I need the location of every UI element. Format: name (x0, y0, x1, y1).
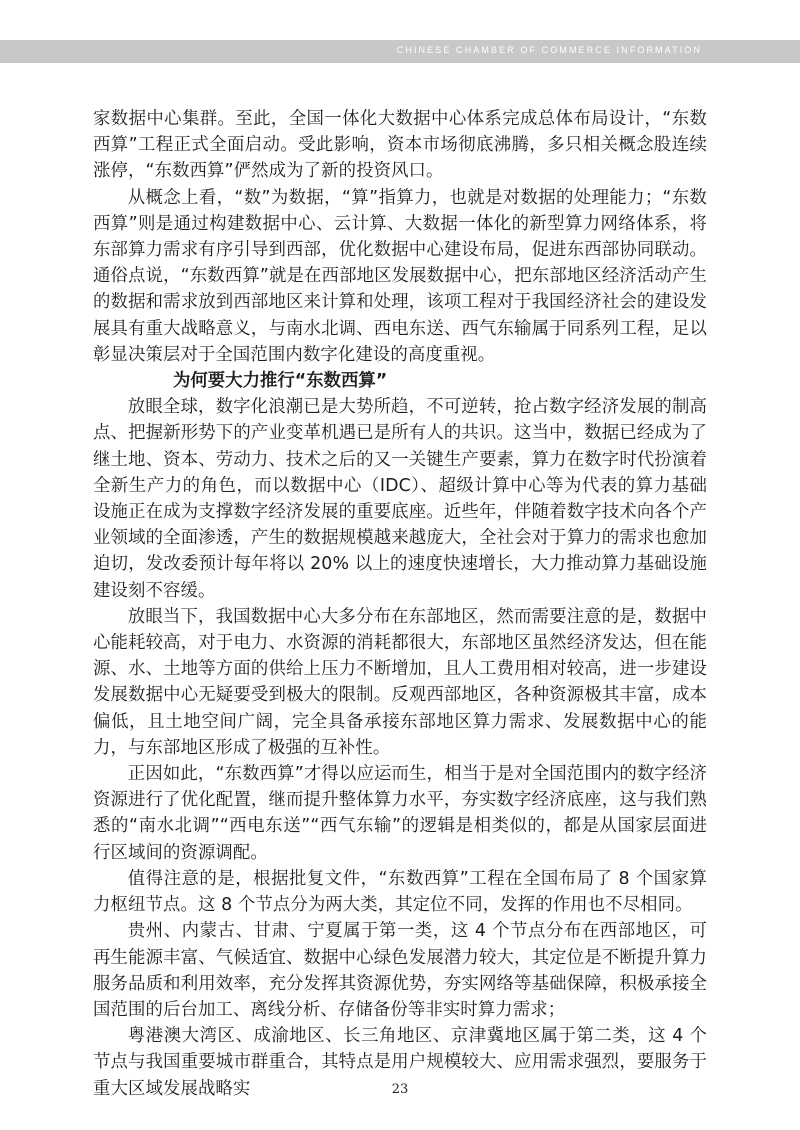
paragraph-eight-nodes: 值得注意的是，根据批复文件，“东数西算”工程在全国布局了 8 个国家算力枢纽节点。这 8 个节点分为两大类，其定位不同，发挥的作用也不尽相同。 (93, 868, 707, 916)
paragraph-second-category: 粤港澳大湾区、成渝地区、长三角地区、京津冀地区属于第二类，这 4 个节点与我国重要城市群重合，其特点是用户规模较大、应用需求强烈，要服务于重大区域发展战略实 (93, 1026, 707, 1099)
paragraph-therefore: 正因如此，“东数西算”才得以应运而生，相当于是对全国范围内的数字经济资源进行了优化配置，继而提升整体算力水平，夯实数字经济底座，这与我们熟悉的“南水北调”“西电东送”“西气东输”的逻辑是相类似的，都是从国家层面进行区域间的资源调配。 (93, 764, 707, 863)
paragraph-continued: 家数据中心集群。至此，全国一体化大数据中心体系完成总体布局设计，“东数西算”工程正式全面启动。受此影响，资本市场彻底沸腾，多只相关概念股连续涨停，“东数西算”俨然成为了新的投资风口。 (93, 109, 707, 182)
paragraph-first-category: 贵州、内蒙古、甘肃、宁夏属于第一类，这 4 个节点分布在西部地区，可再生能源丰富、气候适宜、数据中心绿色发展潜力较大，其定位是不断提升算力服务品质和利用效率，充分发挥其资源优势，夯实网络等基础保障，积极承接全国范围的后台加工、离线分析、存储备份等非实时算力需求； (93, 921, 707, 1020)
paragraph-global: 放眼全球，数字化浪潮已是大势所趋，不可逆转，抢占数字经济发展的制高点、把握新形势下的产业变革机遇已是所有人的共识。这当中，数据已经成为了继土地、资本、劳动力、技术之后的又一关键生产要素，算力在数字时代扮演着全新生产力的角色，而以数据中心（IDC）、超级计算中心等为代表的算力基础设施正在成为支撑数字经济发展的重要底座。近些年，伴随着数字技术向各个产业领域的全面渗透，产生的数据规模越来越庞大，全社会对于算力的需求也愈加迫切，发改委预计每年将以 20% 以上的速度快速增长，大力推动算力基础设施建设刻不容缓。 (93, 397, 707, 601)
paragraph-concept: 从概念上看，“数”为数据，“算”指算力，也就是对数据的处理能力；“东数西算”则是通过构建数据中心、云计算、大数据一体化的新型算力网络体系，将东部算力需求有序引导到西部，优化数据中心建设布局，促进东西部协同联动。通俗点说，“东数西算”就是在西部地区发展数据中心，把东部地区经济活动产生的数据和需求放到西部地区来计算和处理，该项工程对于我国经济社会的建设发展具有重大战略意义，与南水北调、西电东送、西气东输属于同系列工程，足以彰显决策层对于全国范围内数字化建设的高度重视。 (93, 187, 707, 365)
article-body (93, 106, 707, 1102)
section-heading: 为何要大力推行“东数西算” (173, 371, 388, 392)
paragraph-current: 放眼当下，我国数据中心大多分布在东部地区，然而需要注意的是，数据中心能耗较高，对于电力、水资源的消耗都很大，东部地区虽然经济发达，但在能源、水、土地等方面的供给上压力不断增加，且人工费用相对较高，进一步建设发展数据中心无疑要受到极大的限制。反观西部地区，各种资源极其丰富，成本偏低，且土地空间广阔，完全具备承接东部地区算力需求、发展数据中心的能力，与东部地区形成了极强的互补性。 (93, 606, 707, 758)
page-number: 23 (391, 1082, 409, 1097)
running-header-title: CHINESE CHAMBER OF COMMERCE INFORMATION (396, 45, 702, 55)
running-header-band (0, 40, 800, 63)
